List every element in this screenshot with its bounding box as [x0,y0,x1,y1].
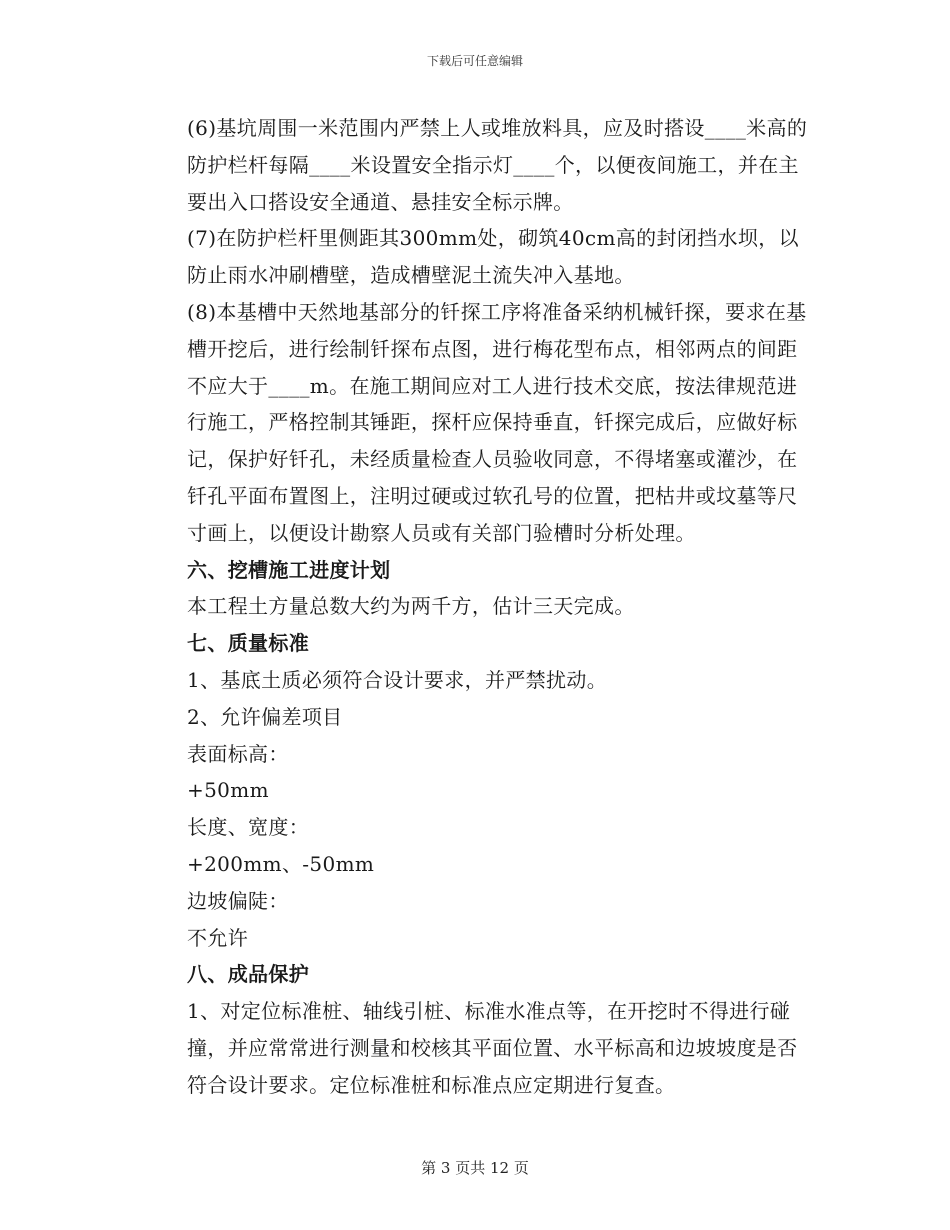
tolerance-value-surface: +50mm [187,778,269,803]
tolerance-label-length: 长度、宽度： [187,815,310,840]
section-heading-8: 八、成品保护 [187,962,310,987]
section-heading-7: 七、质量标准 [187,631,310,656]
paragraph-item-7: (7)在防护栏杆里侧距其300mm处，砌筑40cm高的封闭挡水坝，以防止雨水冲刷槽壁，造成槽壁泥土流失冲入基地。 [187,226,799,288]
document-body [143,110,811,1104]
tolerance-label-surface: 表面标高： [187,741,289,766]
paragraph-item-8: (8)本基槽中天然地基部分的钎探工序将准备采纳机械钎探，要求在基槽开挖后，进行绘制钎探布点图，进行梅花型布点，相邻两点的间距不应大于____m。在施工期间应对工人进行技术交底，按法律规范进行施工，严格控制其锤距，探杆应保持垂直，钎探完成后，应做好标记，保护好钎孔，未经质量检查人员验收同意，不得堵塞或灌沙，在钎孔平面布置图上，注明过硬或过软孔号的位置，把枯井或坟墓等尺寸画上，以便设计勘察人员或有关部门验槽时分析处理。 [187,299,807,545]
protection-item-1: 1、对定位标准桩、轴线引桩、标准水准点等，在开挖时不得进行碰撞，并应常常进行测量和校核其平面位置、水平标高和边坡坡度是否符合设计要求。定位标准桩和标准点应定期进行复查。 [187,999,798,1097]
tolerance-value-length: +200mm、-50mm [187,851,375,876]
page-header: 下载后可任意编辑 [426,54,523,68]
paragraph-item-6: (6)基坑周围一米范围内严禁上人或堆放料具，应及时搭设____米高的防护栏杆每隔____米设置安全指示灯____个，以便夜间施工，并在主要出入口搭设安全通道、悬挂安全标示牌。 [187,116,808,214]
section-heading-6: 六、挖槽施工进度计划 [187,557,391,582]
quality-item-2: 2、允许偏差项目 [187,704,343,729]
paragraph-schedule: 本工程土方量总数大约为两千方，估计三天完成。 [187,594,635,619]
tolerance-value-slope: 不允许 [187,925,249,950]
quality-item-1: 1、基底土质必须符合设计要求，并严禁扰动。 [187,667,608,692]
page-number: 第 3 页共 12 页 [421,1159,529,1177]
tolerance-label-slope: 边坡偏陡： [187,888,289,913]
